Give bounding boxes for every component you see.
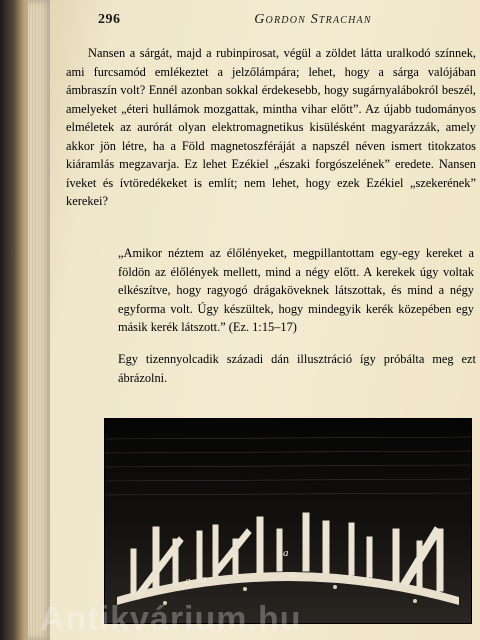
- watermark: Antikvárium.hu: [40, 600, 302, 638]
- engraving-svg: [105, 419, 471, 623]
- paragraph-nansen: Nansen a sárgát, majd a rubinpirosat, végül a zöldet látta uralkodó színnek, ami furcsamód emlékeztet a jelzőlámpára; lehet, hogy a sárga valójában ámbraszín volt? Ennél azonban sokkal érdekesebb, hogy sugárnyalábokról beszél, amelyeket „éteri hullámok mozgattak, mintha vihar előtt”. Az újabb tudományos elméletek az aurórát olyan elektromagnetikus kisülésként magyarázzák, amely akkor jön létre, ha a Föld magnetoszféráját a napszél néven ismert titokzatos kiáramlás megzavarja. Ez lehet Ezékiel „északi forgószelének” eredete. Nansen íveket és ívtöredékeket is említ; nem lehet, hogy ezek Ezékiel „szekerének” kerekei?: [66, 46, 476, 208]
- label-a-2: a: [201, 573, 207, 585]
- page-number: 296: [98, 12, 121, 27]
- label-a-5: a: [367, 572, 373, 584]
- paragraph-illustration-caption: Egy tizennyolcadik századi dán illusztráció így próbálta meg ezt ábrázolni.: [118, 352, 476, 385]
- running-head: [98, 12, 478, 34]
- author-header: Gordon Strachan: [254, 12, 372, 27]
- ezekiel-quote: „Amikor néztem az élőlényeket, megpillantottam egy-egy kereket a földön az élőlények mellett, mind a négy előtt. A kerekek úgy voltak elkészítve, hogy ragyogó drágaköveknek látszottak, és mind a négy egyforma volt. Úgy készültek, hogy mindegyik kerék közepében egy másik kerék látszott.” (Ez. 1:15–17): [118, 246, 474, 334]
- label-a-4: a: [290, 568, 296, 580]
- aurora-wheel-illustration: [104, 418, 472, 624]
- label-a-3: a: [283, 547, 289, 559]
- label-a-1: a: [185, 575, 191, 587]
